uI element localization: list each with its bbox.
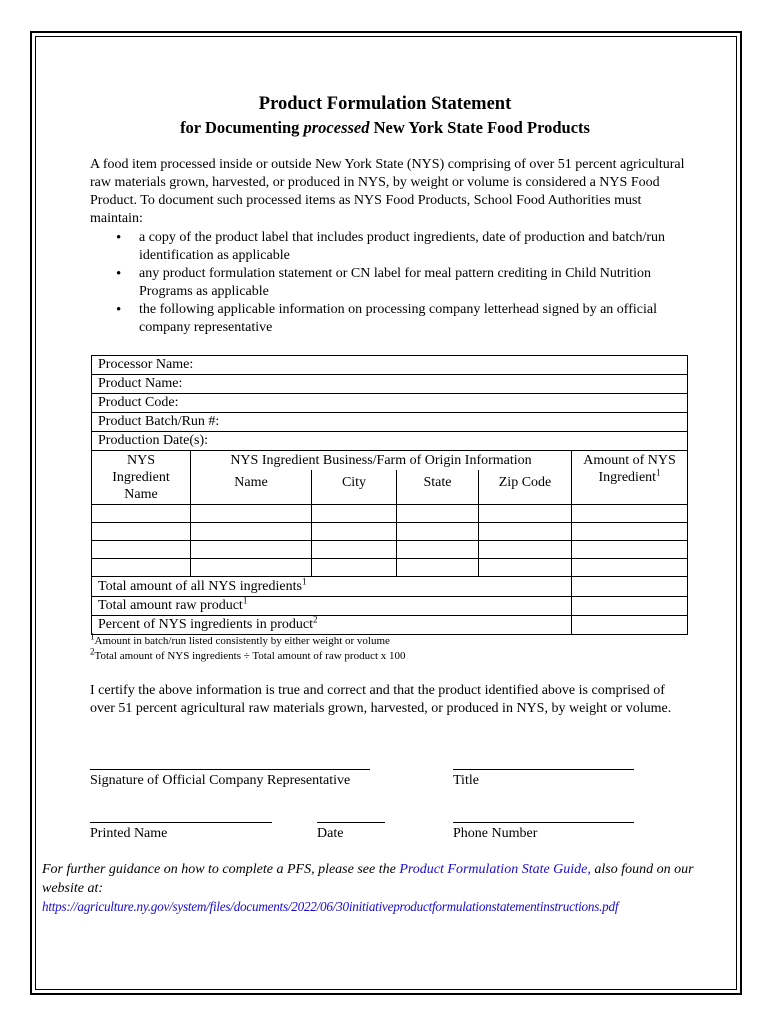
cell-amount[interactable] xyxy=(572,541,688,559)
list-item: • the following applicable information on processing company letterhead signed by an official company representative xyxy=(112,301,672,337)
footnote-ref: 2 xyxy=(313,614,318,625)
header-amount-text: Ingredient xyxy=(598,470,657,485)
header-ingredient-line: Name xyxy=(124,487,158,502)
certification-paragraph: I certify the above information is true and correct and that the product identified above is comprised of over 51 percent agricultural raw materials grown, harvested, or produced in NYS, by weight or volume. xyxy=(90,683,672,716)
subtitle-emphasis: processed xyxy=(303,118,370,137)
cell-ingredient[interactable] xyxy=(92,505,191,523)
date-label: Date xyxy=(317,826,344,841)
header-name: Name xyxy=(191,470,312,505)
header-ingredient-line: Ingredient xyxy=(112,470,170,485)
production-dates-field[interactable]: Production Date(s): xyxy=(92,432,688,451)
processor-name-field[interactable]: Processor Name: xyxy=(92,356,688,375)
header-amount-line: Amount of NYS xyxy=(583,453,676,468)
intro-paragraph: A food item processed inside or outside New York State (NYS) comprising of over 51 percent agricultural raw materials grown, harvested, or produced in NYS, by weight or volume is considered a NYS Food Product. To document such processed items as NYS Food Products, School Food Authorities must maintain: xyxy=(90,157,685,226)
cell-name[interactable] xyxy=(191,505,312,523)
cell-zip[interactable] xyxy=(479,541,572,559)
date-line[interactable] xyxy=(317,822,385,823)
batch-run-field[interactable]: Product Batch/Run #: xyxy=(92,413,688,432)
list-item: • any product formulation statement or CN label for meal pattern crediting in Child Nutrition Programs as applicable xyxy=(112,265,672,301)
cell-ingredient[interactable] xyxy=(92,559,191,577)
signature-line[interactable] xyxy=(90,769,370,770)
header-zip: Zip Code xyxy=(479,470,572,505)
header-amount-line xyxy=(572,469,687,486)
total-nys-value[interactable] xyxy=(572,577,688,597)
header-state: State xyxy=(397,470,479,505)
total-nys-label xyxy=(92,577,572,597)
printed-name-line[interactable] xyxy=(90,822,272,823)
cell-zip[interactable] xyxy=(479,523,572,541)
product-name-field[interactable]: Product Name: xyxy=(92,375,688,394)
total-raw-label xyxy=(92,597,572,616)
document-title: Product Formulation Statement xyxy=(258,94,512,114)
list-item: • a copy of the product label that includes product ingredients, date of production and batch/run identification as applicable xyxy=(112,229,672,265)
guidance-prefix: For further guidance on how to complete a PFS, please see the xyxy=(42,862,400,877)
website-url-link[interactable]: https://agriculture.ny.gov/system/files/documents/2022/06/30initiativeproductformulationstatementinstructions.pdf xyxy=(42,899,619,914)
footnote-text: Total amount of NYS ingredients ÷ Total amount of raw product x 100 xyxy=(94,650,406,662)
cell-amount[interactable] xyxy=(572,559,688,577)
header-ingredient-name xyxy=(92,451,191,505)
phone-line[interactable] xyxy=(453,822,634,823)
printed-name-label: Printed Name xyxy=(90,826,168,841)
percent-nys-label xyxy=(92,616,572,635)
footnote-text: Amount in batch/run listed consistently by either weight or volume xyxy=(94,635,390,647)
signature-label: Signature of Official Company Representative xyxy=(90,773,351,788)
cell-ingredient[interactable] xyxy=(92,541,191,559)
cell-city[interactable] xyxy=(312,505,397,523)
cell-city[interactable] xyxy=(312,523,397,541)
cell-zip[interactable] xyxy=(479,559,572,577)
header-city: City xyxy=(312,470,397,505)
cell-zip[interactable] xyxy=(479,505,572,523)
percent-nys-value[interactable] xyxy=(572,616,688,635)
title-label: Title xyxy=(453,773,479,788)
footnote-ref: 1 xyxy=(301,576,307,587)
footnote-ref: 1 xyxy=(656,467,661,478)
total-raw-value[interactable] xyxy=(572,597,688,616)
subtitle-prefix: for Documenting xyxy=(180,118,304,137)
table-row xyxy=(92,523,688,541)
guidance-text xyxy=(42,860,737,898)
total-nys-text: Total amount of all NYS ingredients xyxy=(98,579,302,594)
cell-state[interactable] xyxy=(397,541,479,559)
cell-name[interactable] xyxy=(191,559,312,577)
footnote-2 xyxy=(90,646,406,664)
cell-city[interactable] xyxy=(312,559,397,577)
table-row xyxy=(92,505,688,523)
document-subtitle xyxy=(0,118,770,138)
footnotes xyxy=(90,631,406,664)
title-line[interactable] xyxy=(453,769,634,770)
requirements-list xyxy=(112,229,672,337)
cell-name[interactable] xyxy=(191,523,312,541)
formulation-table xyxy=(91,355,688,635)
table-row xyxy=(92,541,688,559)
cell-city[interactable] xyxy=(312,541,397,559)
header-origin-info: NYS Ingredient Business/Farm of Origin Information xyxy=(191,451,572,471)
cell-ingredient[interactable] xyxy=(92,523,191,541)
cell-amount[interactable] xyxy=(572,505,688,523)
cell-state[interactable] xyxy=(397,505,479,523)
guide-link[interactable]: Product Formulation State Guide, xyxy=(399,862,591,877)
product-code-field[interactable]: Product Code: xyxy=(92,394,688,413)
footnote-mark: 2 xyxy=(90,646,95,657)
header-ingredient-line: NYS xyxy=(126,453,155,468)
cell-state[interactable] xyxy=(397,523,479,541)
guidance-suffix: also found on our website at: xyxy=(42,862,694,896)
phone-label: Phone Number xyxy=(453,826,538,841)
cell-name[interactable] xyxy=(191,541,312,559)
footnote-ref: 1 xyxy=(242,595,248,606)
footnote-1 xyxy=(90,631,406,649)
total-raw-text: Total amount raw product xyxy=(98,598,243,613)
footnote-mark: 1 xyxy=(90,631,95,642)
cell-amount[interactable] xyxy=(572,523,688,541)
subtitle-suffix: New York State Food Products xyxy=(369,118,590,137)
cell-state[interactable] xyxy=(397,559,479,577)
percent-nys-text: Percent of NYS ingredients in product xyxy=(98,617,314,632)
header-amount xyxy=(572,451,688,505)
table-row xyxy=(92,559,688,577)
